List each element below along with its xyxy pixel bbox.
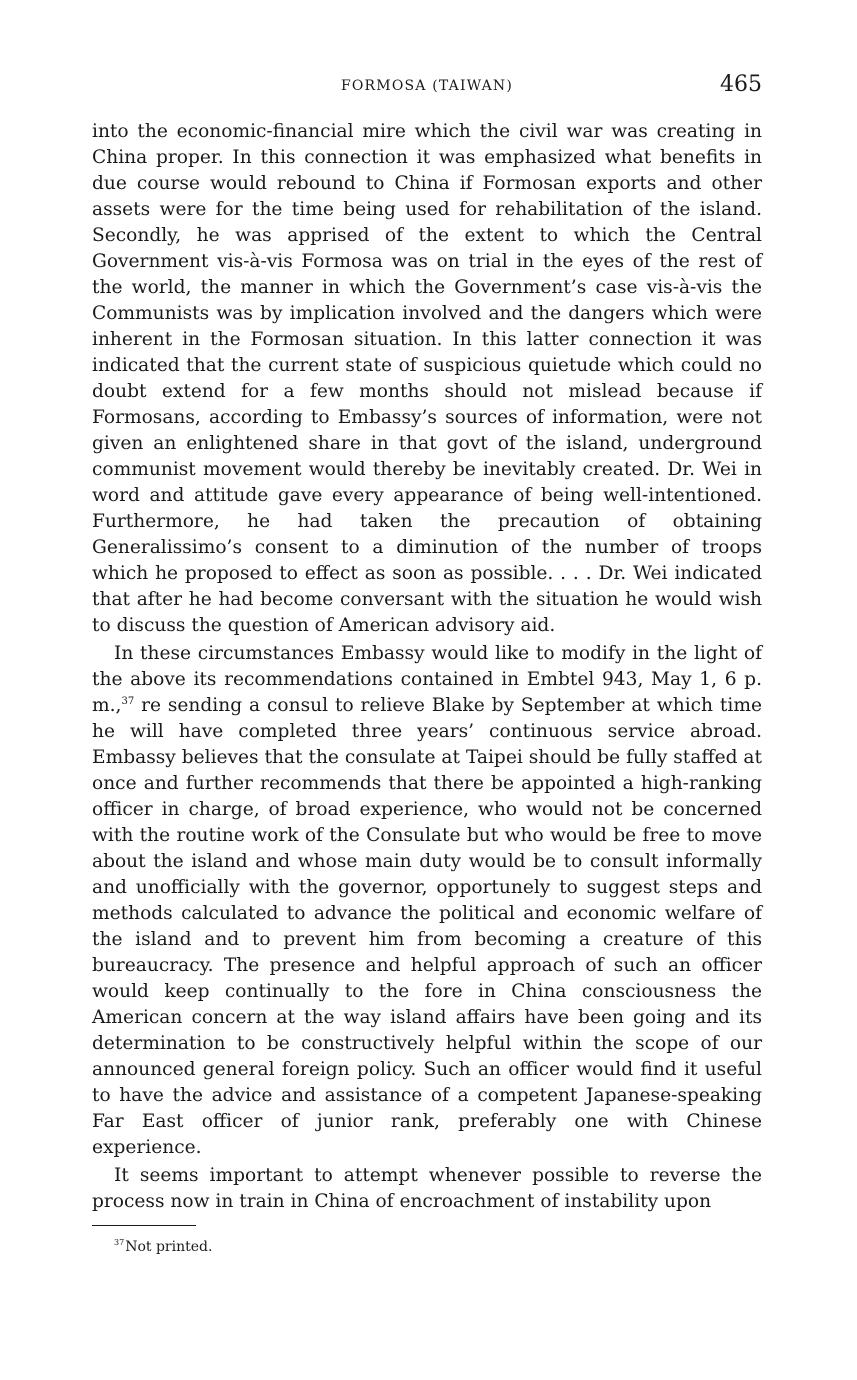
paragraph-recommendations — [92, 641, 762, 1161]
running-title: FORMOSA (TAIWAN) — [340, 78, 514, 94]
paragraph-final: It seems important to attempt whenever possible to reverse the process now in train in China of encroachment of instability upon — [92, 1165, 762, 1212]
footnote-text: Not printed. — [125, 1239, 213, 1255]
footnote-rule — [92, 1225, 196, 1226]
running-head — [92, 72, 762, 106]
paragraph-continued: into the economic-financial mire which the civil war was creating in China proper. In this connection it was emphasized what benefits in due course would rebound to China if Formosan exports and other assets were for the time being used for rehabilitation of the island. Secondly, he was apprised of the extent to which the Central Government vis-à-vis Formosa was on trial in the eyes of the rest of the world, the manner in which the Government’s case vis-à-vis the Communists was by implication involved and the dangers which were inherent in the Formosan situation. In this latter connection it was indicated that the current state of suspicious quietude which could no doubt extend for a few months should not mislead because if Formosans, according to Embassy’s sources of information, were not given an enlightened share in that govt of the island, underground communist movement would thereby be inevitably created. Dr. Wei in word and attitude gave every appearance of being well-intentioned. Furthermore, he had taken the precaution of obtaining Generalissimo’s consent to a diminution of the number of troops which he proposed to effect as soon as possible. . . . Dr. Wei indicated that after he had become conversant with the situation he would wish to discuss the question of American advisory aid. — [92, 121, 762, 636]
footnote — [92, 1238, 762, 1256]
footnote-reference: 37 — [121, 695, 135, 707]
footnote-mark: 37 — [114, 1238, 125, 1248]
page — [92, 72, 762, 1256]
page-number: 465 — [720, 72, 762, 97]
body-text — [92, 119, 762, 1215]
paragraph-recommendations-lead: In these circumstances Embassy would like to modify in the light of the above its recommendations contained in Embtel 943, May 1, 6 p. m., — [92, 643, 762, 716]
paragraph-recommendations-rest: re sending a consul to relieve Blake by September at which time he will have completed three years’ continuous service abroad. Embassy believes that the consulate at Taipei should be fully staffed at once and further recommends that there be appointed a high-ranking officer in charge, of broad experience, who would not be concerned with the routine work of the Consulate but who would be free to move about the island and whose main duty would be to consult informally and unofficially with the governor, opportunely to suggest steps and methods calculated to advance the political and economic welfare of the island and to prevent him from becoming a creature of this bureaucracy. The presence and helpful approach of such an officer would keep continually to the fore in China consciousness the American concern at the way island affairs have been going and its determination to be constructively helpful within the scope of our announced general foreign policy. Such an officer would find it useful to have the advice and assistance of a competent Japanese-speaking Far East officer of junior rank, preferably one with Chinese experience. — [92, 695, 762, 1158]
